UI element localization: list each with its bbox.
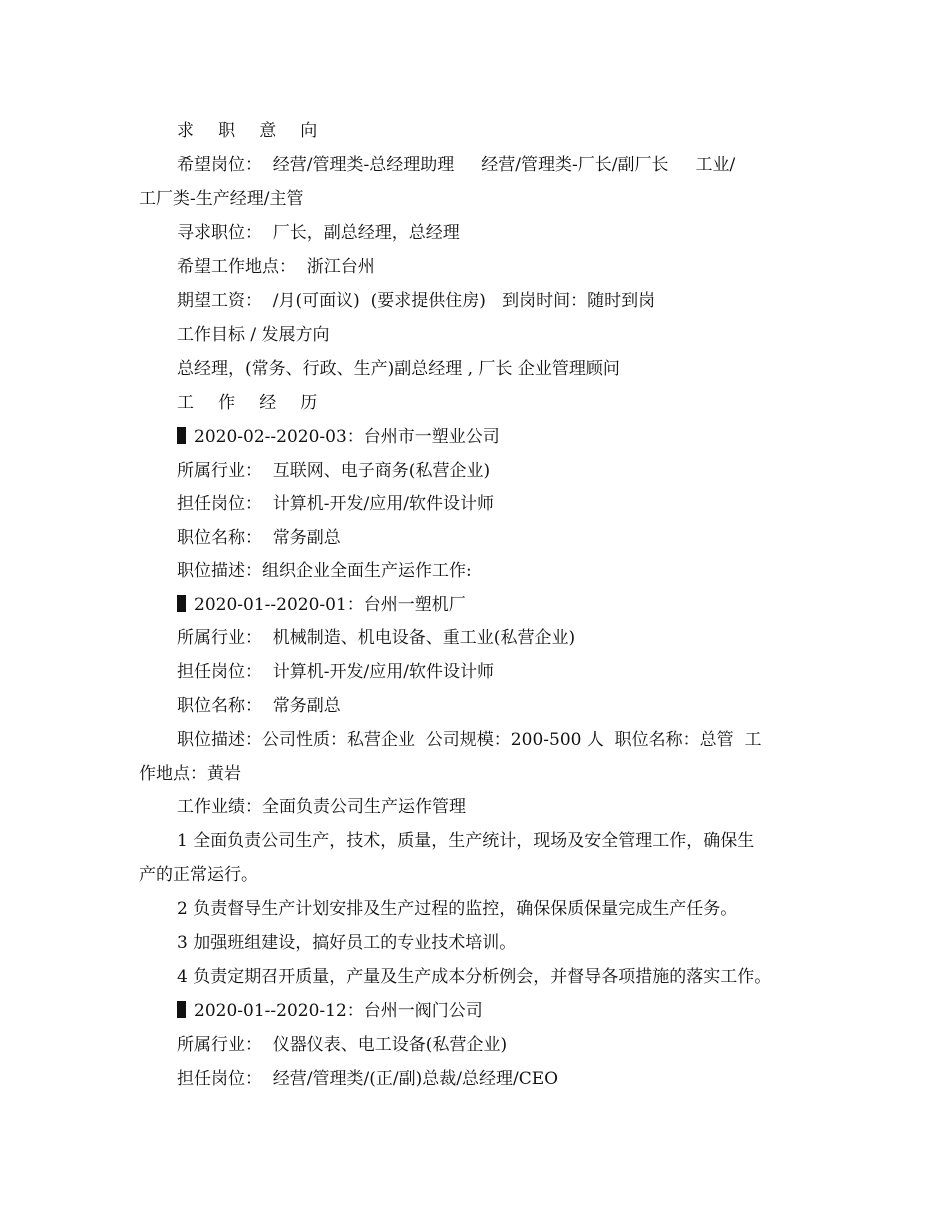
job-2-point: 1 全面负责公司生产，技术，质量，生产统计，现场及安全管理工作，确保生 bbox=[177, 831, 755, 851]
job-3-header bbox=[177, 1000, 483, 1022]
job-2-point-continued: 产的正常运行。 bbox=[139, 865, 258, 885]
expected-salary: 期望工资： /月(可面议) (要求提供住房) 到岗时间：随时到岗 bbox=[177, 291, 656, 311]
job-1-description: 职位描述：组织企业全面生产运作工作: bbox=[177, 561, 472, 581]
desired-location: 希望工作地点： 浙江台州 bbox=[177, 257, 375, 277]
seeking-position: 寻求职位： 厂长，副总经理，总经理 bbox=[177, 223, 460, 243]
bullet-block-icon bbox=[177, 1001, 186, 1018]
desired-positions: 希望岗位： 经营/管理类-总经理助理 经营/管理类-厂长/副厂长 工业/ bbox=[177, 155, 736, 175]
job-2-period-company: 2020-01--2020-01：台州一塑机厂 bbox=[194, 595, 466, 615]
job-2-point: 3 加强班组建设，搞好员工的专业技术培训。 bbox=[177, 933, 517, 953]
job-2-description: 职位描述：公司性质：私营企业 公司规模：200-500 人 职位名称：总管 工 bbox=[177, 730, 762, 750]
desired-positions-continued: 工厂类-生产经理/主管 bbox=[139, 189, 304, 209]
job-2-point: 4 负责定期召开质量，产量及生产成本分析例会，并督导各项措施的落实工作。 bbox=[177, 967, 772, 987]
job-1-title: 职位名称： 常务副总 bbox=[177, 528, 341, 548]
bullet-block-icon bbox=[177, 595, 186, 612]
job-2-post: 担任岗位： 计算机-开发/应用/软件设计师 bbox=[177, 662, 495, 682]
section-heading-work-experience: 工 作 经 历 bbox=[177, 393, 327, 413]
bullet-block-icon bbox=[177, 427, 186, 444]
job-3-post: 担任岗位： 经营/管理类/(正/副)总裁/总经理/CEO bbox=[177, 1069, 559, 1089]
section-heading-job-intent: 求 职 意 向 bbox=[177, 121, 327, 141]
job-2-point: 2 负责督导生产计划安排及生产过程的监控，确保保质保量完成生产任务。 bbox=[177, 899, 738, 919]
job-2-description-continued: 作地点：黄岩 bbox=[139, 764, 241, 784]
job-1-header bbox=[177, 426, 500, 448]
job-3-period-company: 2020-01--2020-12：台州一阀门公司 bbox=[194, 1001, 483, 1021]
job-1-industry: 所属行业： 互联网、电子商务(私营企业) bbox=[177, 461, 491, 481]
job-2-achievement: 工作业绩：全面负责公司生产运作管理 bbox=[177, 797, 466, 817]
goal-label: 工作目标 / 发展方向 bbox=[177, 325, 330, 345]
job-2-title: 职位名称： 常务副总 bbox=[177, 696, 341, 716]
job-2-header bbox=[177, 594, 466, 616]
job-2-industry: 所属行业： 机械制造、机电设备、重工业(私营企业) bbox=[177, 628, 576, 648]
goal-text: 总经理，(常务、行政、生产)副总经理 , 厂长 企业管理顾问 bbox=[177, 359, 620, 379]
job-1-post: 担任岗位： 计算机-开发/应用/软件设计师 bbox=[177, 494, 495, 514]
job-1-period-company: 2020-02--2020-03：台州市一塑业公司 bbox=[194, 427, 500, 447]
job-3-industry: 所属行业： 仪器仪表、电工设备(私营企业) bbox=[177, 1035, 508, 1055]
